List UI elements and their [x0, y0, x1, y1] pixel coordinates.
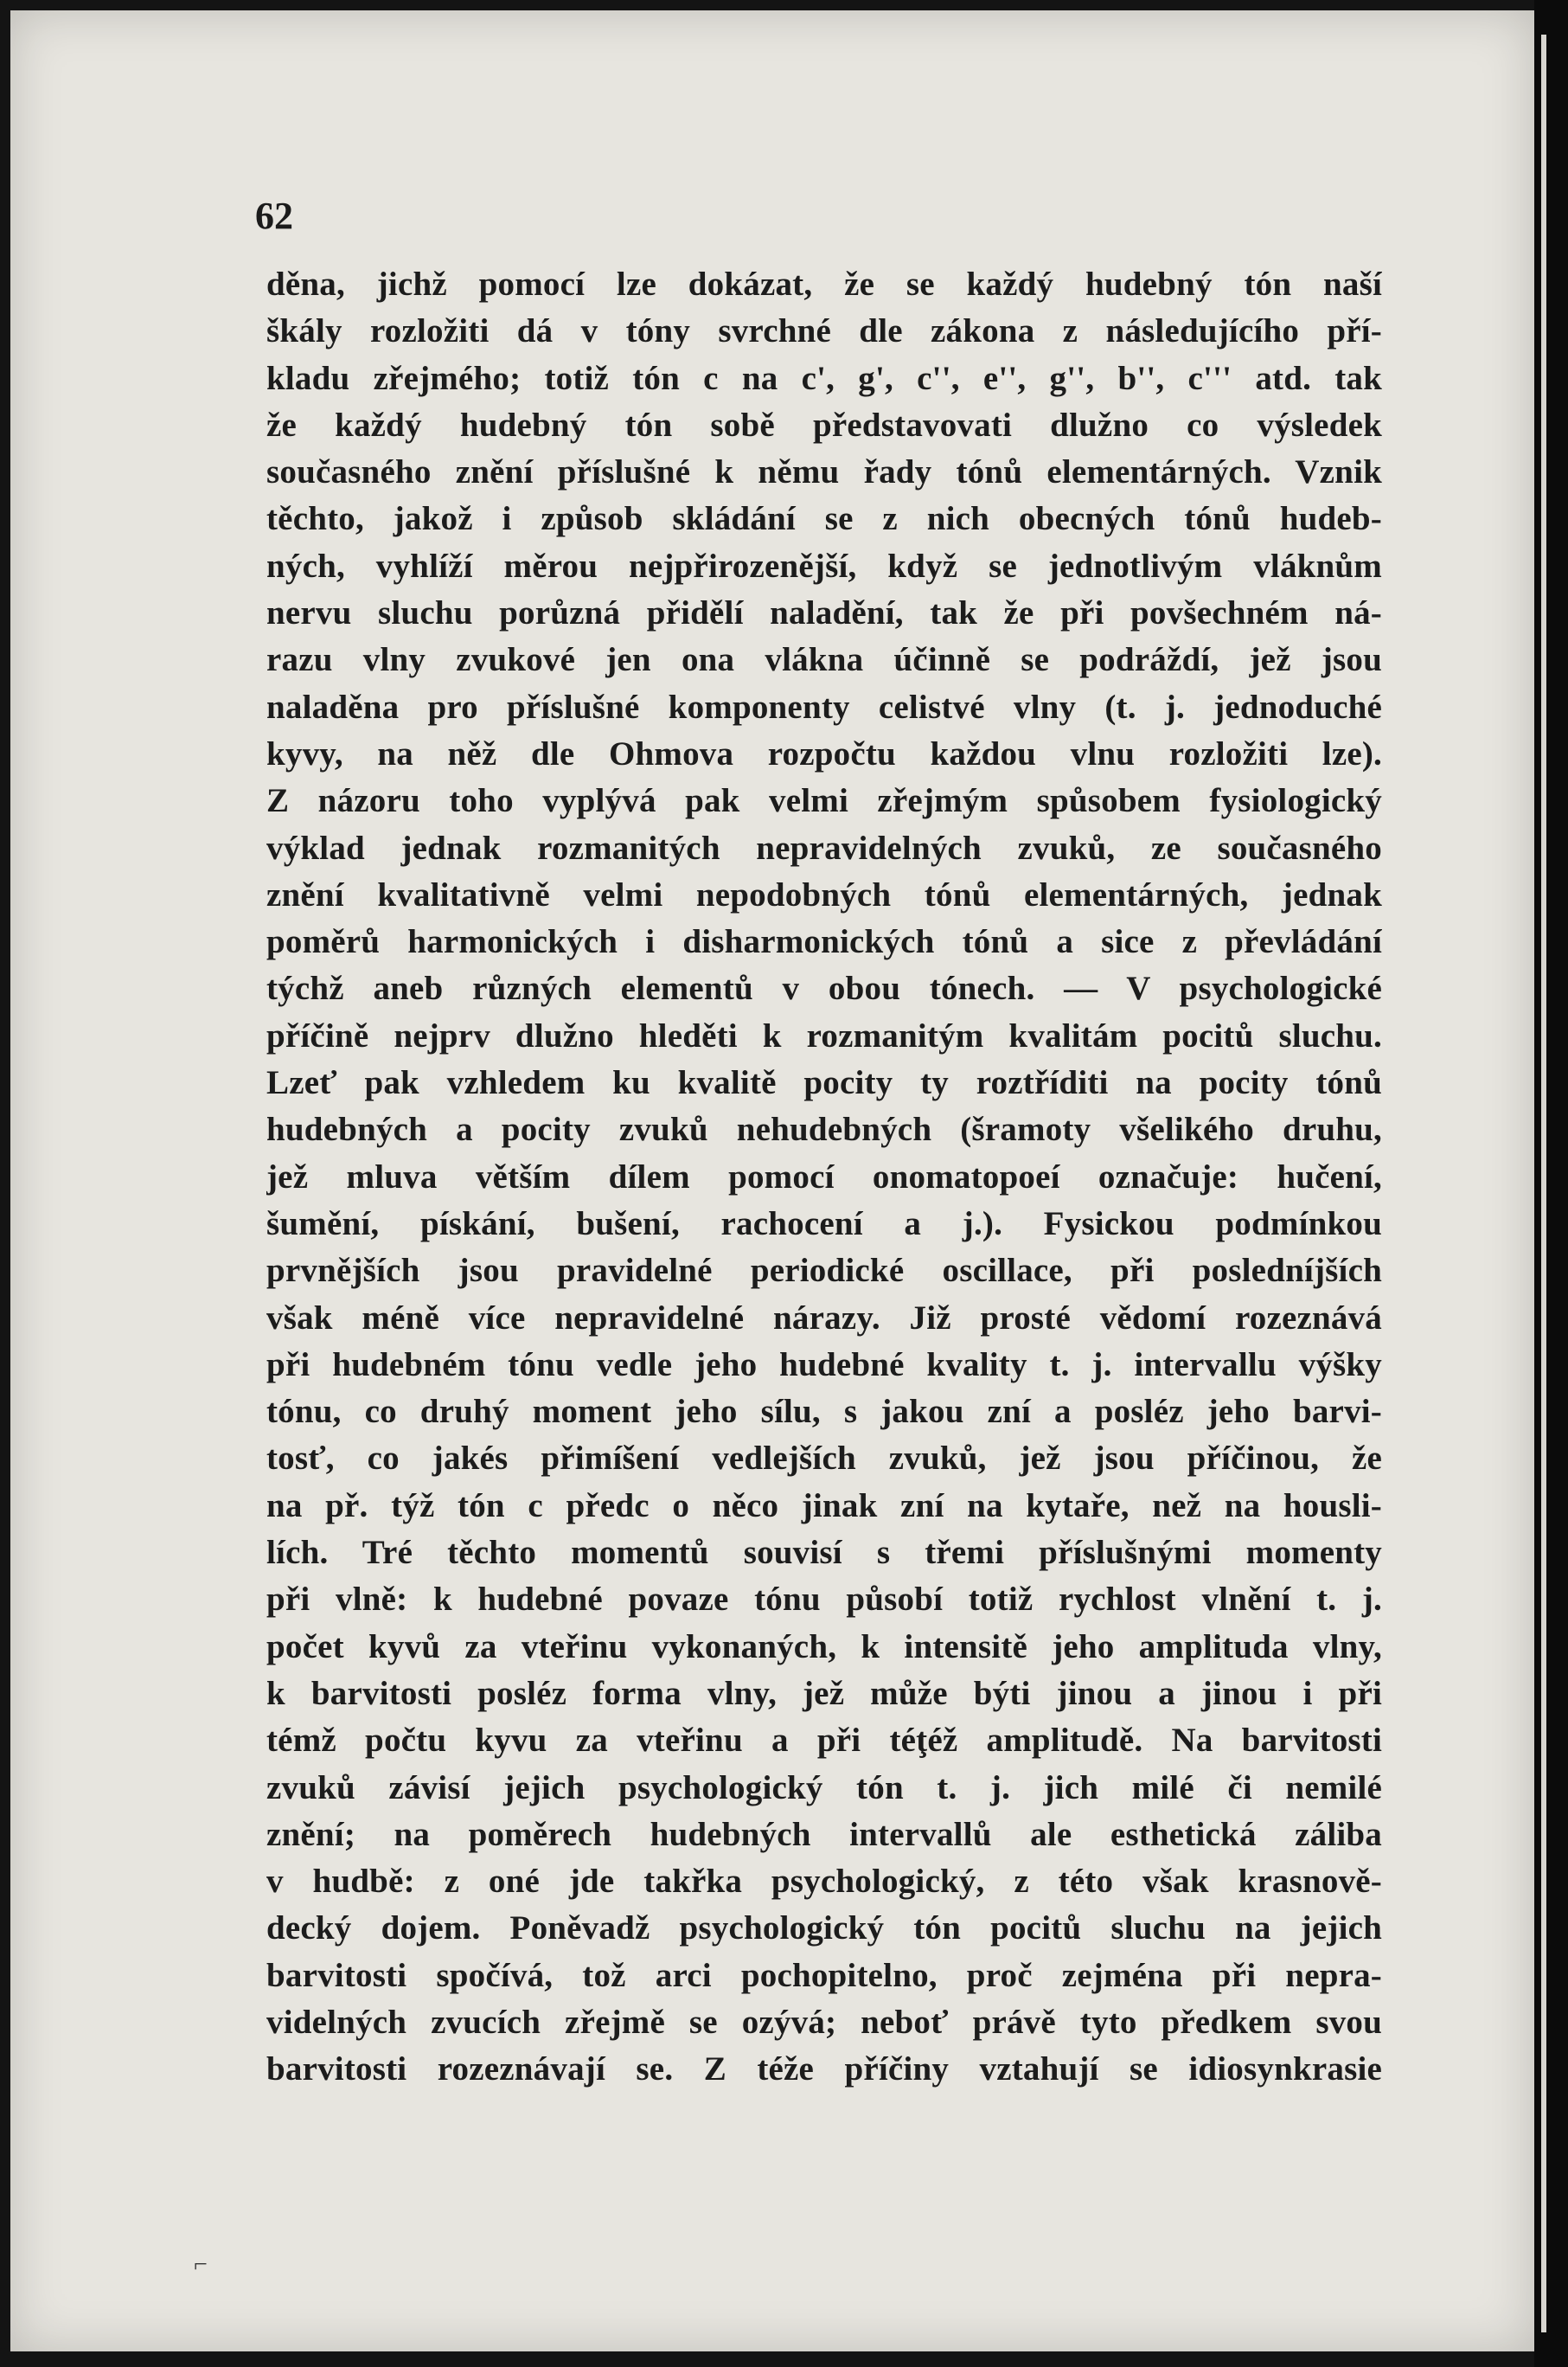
- scan-edge: [1534, 0, 1568, 2367]
- text-line: Lzeť pak vzhledem ku kvalitě pocity ty roztříditi na pocity tónů: [266, 1064, 1382, 1102]
- text-line: barvitosti spočívá, tož arci pochopitelno, proč zejména při nepra-: [266, 1956, 1382, 1994]
- text-line: výklad jednak rozmanitých nepravidelných zvuků, ze současného: [266, 829, 1382, 867]
- text-line: videlných zvucích zřejmě se ozývá; neboť právě tyto předkem svou: [266, 2003, 1382, 2041]
- text-line: že každý hudebný tón sobě představovati dlužno co výsledek: [266, 406, 1382, 444]
- text-line: kladu zřejmého; totiž tón c na c', g', c'', e'', g'', b'', c''' atd. tak: [266, 359, 1382, 397]
- text-line: tosť, co jakés přimíšení vedlejších zvuků, jež jsou příčinou, že: [266, 1440, 1382, 1478]
- text-line: barvitosti rozeznávají se. Z téže příčiny vztahují se idiosynkrasie: [266, 2050, 1382, 2088]
- text-line: však méně více nepravidelné nárazy. Již prosté vědomí rozeznává: [266, 1299, 1382, 1337]
- page-number: 62: [255, 195, 293, 237]
- footer-mark: ⌐: [194, 2251, 208, 2278]
- text-line: hudebných a pocity zvuků nehudebných (šramoty všelikého druhu,: [266, 1111, 1382, 1149]
- text-line: decký dojem. Poněvadž psychologický tón pocitů sluchu na jejich: [266, 1909, 1382, 1947]
- text-line: jež mluva větším dílem pomocí onomatopoeí označuje: hučení,: [266, 1158, 1382, 1196]
- text-line: znění kvalitativně velmi nepodobných tónů elementárných, jednak: [266, 876, 1382, 914]
- text-line: prvnějších jsou pravidelné periodické oscillace, při posledníjších: [266, 1252, 1382, 1290]
- text-line: těchto, jakož i způsob skládání se z nich obecných tónů hudeb-: [266, 500, 1382, 538]
- text-line: při hudebném tónu vedle jeho hudebné kvality t. j. intervallu výšky: [266, 1345, 1382, 1383]
- text-line: týchž aneb různých elementů v obou tónech. — V psychologické: [266, 970, 1382, 1008]
- text-line: poměrů harmonických i disharmonických tónů a sice z převládání: [266, 923, 1382, 961]
- text-line: Z názoru toho vyplývá pak velmi zřejmým spůsobem fysiologický: [266, 782, 1382, 820]
- body-text: [266, 261, 1382, 2094]
- text-line: děna, jichž pomocí lze dokázat, že se každý hudebný tón naší: [266, 266, 1382, 303]
- text-line: témž počtu kyvu za vteřinu a při téţéž amplitudě. Na barvitosti: [266, 1722, 1382, 1760]
- text-line: zvuků závisí jejich psychologický tón t. j. jich milé či nemilé: [266, 1768, 1382, 1806]
- text-line: v hudbě: z oné jde takřka psychologický, z této však krasnově-: [266, 1863, 1382, 1901]
- text-line: počet kyvů za vteřinu vykonaných, k intensitě jeho amplituda vlny,: [266, 1627, 1382, 1665]
- text-line: šumění, pískání, bušení, rachocení a j.). Fysickou podmínkou: [266, 1204, 1382, 1242]
- text-line: současného znění příslušné k němu řady tónů elementárných. Vznik: [266, 453, 1382, 491]
- text-line: lích. Tré těchto momentů souvisí s třemi příslušnými momenty: [266, 1534, 1382, 1572]
- text-line: na př. týž tón c předc o něco jinak zní na kytaře, než na housli-: [266, 1486, 1382, 1524]
- text-line: znění; na poměrech hudebných intervallů ale esthetická záliba: [266, 1815, 1382, 1853]
- text-line: k barvitosti posléz forma vlny, jež může býti jinou a jinou i při: [266, 1674, 1382, 1712]
- book-page: [10, 10, 1534, 2351]
- text-line: při vlně: k hudebné povaze tónu působí totiž rychlost vlnění t. j.: [266, 1581, 1382, 1619]
- text-line: ných, vyhlíží měrou nejpřirozenější, když se jednotlivým vláknům: [266, 547, 1382, 585]
- text-line: razu vlny zvukové jen ona vlákna účinně se podráždí, jež jsou: [266, 641, 1382, 679]
- text-line: škály rozložiti dá v tóny svrchné dle zákona z následujícího pří-: [266, 312, 1382, 350]
- text-line: nervu sluchu porůzná přidělí naladění, tak že při povšechném ná-: [266, 594, 1382, 632]
- text-line: naladěna pro příslušné komponenty celistvé vlny (t. j. jednoduché: [266, 688, 1382, 726]
- text-line: tónu, co druhý moment jeho sílu, s jakou zní a posléz jeho barvi-: [266, 1393, 1382, 1431]
- text-line: příčině nejprv dlužno hleděti k rozmanitým kvalitám pocitů sluchu.: [266, 1017, 1382, 1055]
- text-line: kyvy, na něž dle Ohmova rozpočtu každou vlnu rozložiti lze).: [266, 734, 1382, 773]
